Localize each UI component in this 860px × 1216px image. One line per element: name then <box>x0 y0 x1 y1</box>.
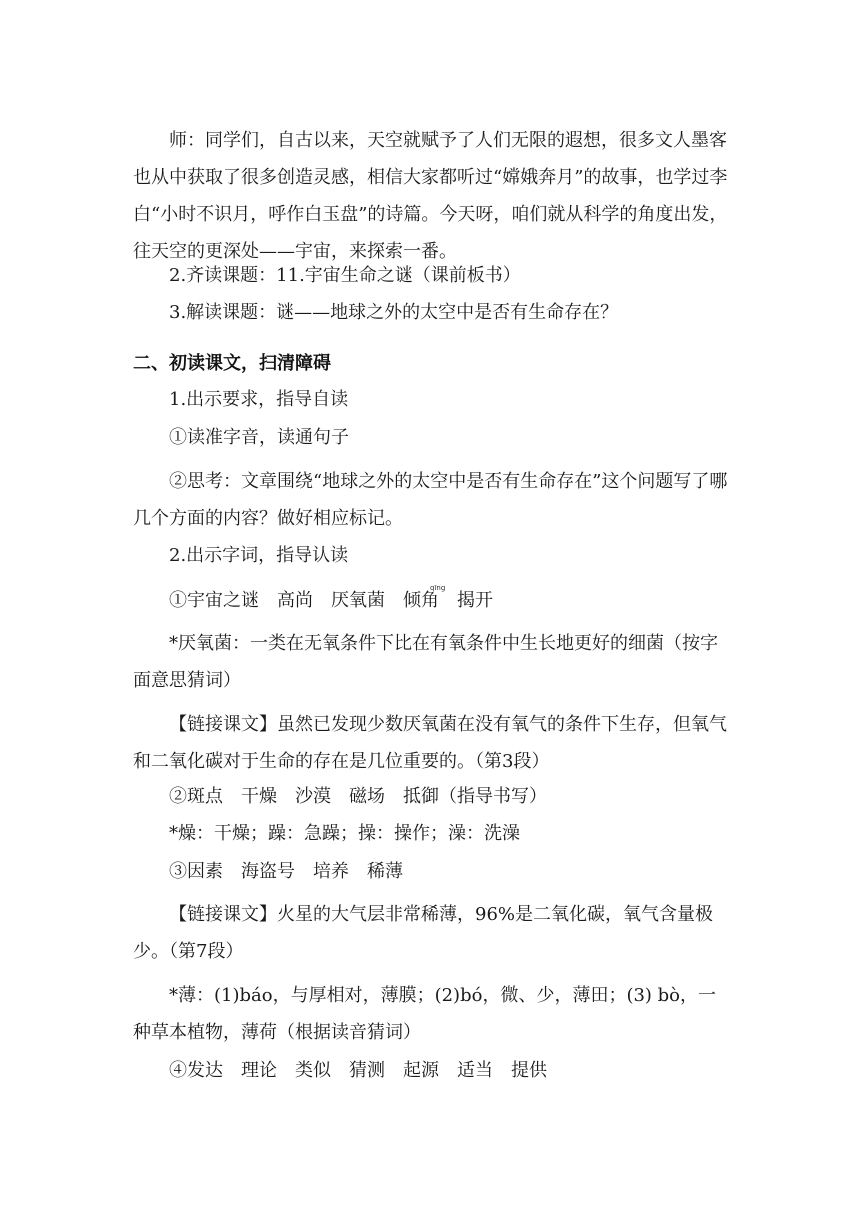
paragraph-read-accurately: ①读准字音，读通句子 <box>169 427 349 448</box>
link-text-2: 【链接课文】火星的大气层非常稀薄，96%是二氧化碳，氧气含量极少。（第7段） <box>133 904 714 962</box>
definition-bao: *薄：(1)báo，与厚相对，薄膜；(2)bó，微、少，薄田；(3) bò，一种草本植物，薄荷（根据读音猜词） <box>133 985 717 1043</box>
link-text-1: 【链接课文】虽然已发现少数厌氧菌在没有氧气的条件下生存，但氧气和二氧化碳对于生命的存在是几位重要的。（第3段） <box>133 714 727 772</box>
paragraph-teacher-intro: 师：同学们，自古以来，天空就赋予了人们无限的遐想，很多文人墨客也从中获取了很多创造灵感，相信大家都听过“嫦娥奔月”的故事，也学过李白“小时不识月，呼作白玉盘”的诗篇。今天呀，咱们就从科学的角度出发，往天空的更深处——宇宙，来探索一番。 <box>133 130 728 262</box>
paragraph-interpret-title: 3.解读课题：谜——地球之外的太空中是否有生命存在？ <box>169 302 619 323</box>
word-list-1: ①宇宙之谜 高尚 厌氧菌 倾角 揭开 <box>169 590 493 611</box>
word-list-3: ③因素 海盗号 培养 稀薄 <box>169 861 403 882</box>
word-list-2: ②斑点 干燥 沙漠 磁场 抵御（指导书写） <box>169 786 547 807</box>
pinyin-annotation: qīng <box>430 584 446 592</box>
paragraph-requirement: 1.出示要求，指导自读 <box>169 389 349 410</box>
character-comparison: *燥：干燥；躁：急躁；操：操作；澡：洗澡 <box>169 823 520 844</box>
paragraph-show-words: 2.出示字词，指导认读 <box>169 545 349 566</box>
paragraph-think-question: ②思考：文章围绕“地球之外的太空中是否有生命存在”这个问题写了哪几个方面的内容？做好相应标记。 <box>133 471 728 529</box>
paragraph-read-title: 2.齐读课题：11.宇宙生命之谜（课前板书） <box>169 265 521 286</box>
word-list-4: ④发达 理论 类似 猜测 起源 适当 提供 <box>169 1060 547 1081</box>
section-heading: 二、初读课文，扫清障碍 <box>133 353 331 374</box>
definition-anaerobic: *厌氧菌：一类在无氧条件下比在有氧条件中生长地更好的细菌（按字面意思猜词） <box>133 633 718 691</box>
